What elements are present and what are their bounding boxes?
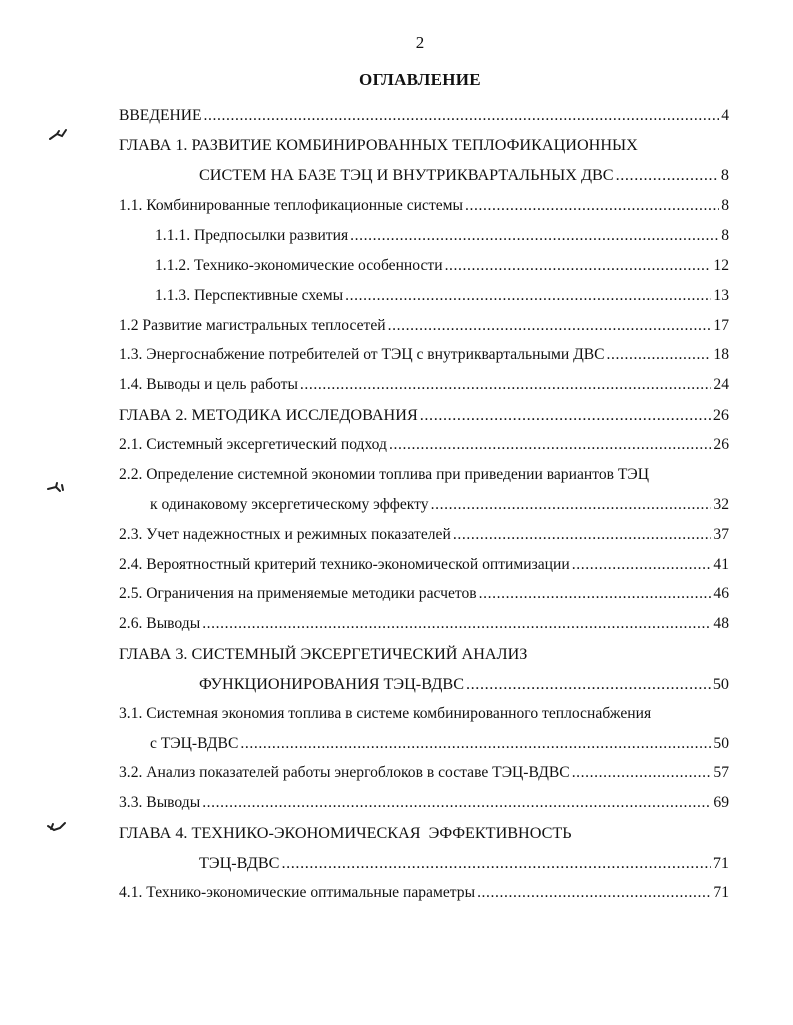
toc-entry-4-1[interactable]: 4.1. Технико-экономические оптимальные параметры ..... 71 — [119, 881, 729, 905]
toc-entry-2-2[interactable]: 2.2. Определение системной экономии топлива при приведении вариантов ТЭЦ — [119, 466, 649, 483]
toc-entry-1-1-1[interactable]: 1.1.1. Предпосылки развития ..... 8 — [155, 224, 729, 248]
toc-entry-3-1[interactable]: 3.1. Системная экономия топлива в системе комбинированного теплоснабжения — [119, 705, 652, 722]
toc-entry-chapter-3[interactable]: ГЛАВА 3. СИСТЕМНЫЙ ЭКСЕРГЕТИЧЕСКИЙ АНАЛИЗ — [119, 645, 528, 663]
toc-entry-2-6[interactable]: 2.6. Выводы ..... 48 — [119, 612, 729, 636]
toc-entry-2-2-cont[interactable]: к одинаковому эксергетическому эффекту ..... 32 — [150, 493, 729, 517]
toc-entry-1-3[interactable]: 1.3. Энергоснабжение потребителей от ТЭЦ с внутриквартальными ДВС ..... 18 — [119, 343, 729, 367]
toc-entry-chapter-1-cont[interactable]: СИСТЕМ НА БАЗЕ ТЭЦ И ВНУТРИКВАРТАЛЬНЫХ ДВС ..... 8 — [199, 163, 729, 187]
toc-entry-2-4[interactable]: 2.4. Вероятностный критерий технико-экономической оптимизации ..... 41 — [119, 553, 729, 577]
toc-entry-chapter-3-cont[interactable]: ФУНКЦИОНИРОВАНИЯ ТЭЦ-ВДВС ..... 50 — [199, 672, 729, 696]
toc-entry-1-2[interactable]: 1.2 Развитие магистральных теплосетей ..... 17 — [119, 314, 729, 338]
toc-entry-2-5[interactable]: 2.5. Ограничения на применяемые методики расчетов ..... 46 — [119, 582, 729, 606]
toc-entry-2-3[interactable]: 2.3. Учет надежностных и режимных показателей ..... 37 — [119, 523, 729, 547]
toc-entry-1-1[interactable]: 1.1. Комбинированные теплофикационные системы ..... 8 — [119, 194, 729, 218]
toc-entry-3-3[interactable]: 3.3. Выводы ..... 69 — [119, 791, 729, 815]
margin-mark-3 — [46, 820, 68, 834]
toc-entry-1-4[interactable]: 1.4. Выводы и цель работы ..... 24 — [119, 373, 729, 397]
toc-entry-1-1-2[interactable]: 1.1.2. Технико-экономические особенности ..... 12 — [155, 254, 729, 278]
toc-entry-chapter-2[interactable]: ГЛАВА 2. МЕТОДИКА ИССЛЕДОВАНИЯ ..... 26 — [119, 403, 729, 427]
toc-entry-chapter-1[interactable]: ГЛАВА 1. РАЗВИТИЕ КОМБИНИРОВАННЫХ ТЕПЛОФИКАЦИОННЫХ — [119, 136, 638, 154]
toc-entry-3-2[interactable]: 3.2. Анализ показателей работы энергоблоков в составе ТЭЦ-ВДВС ..... 57 — [119, 761, 729, 785]
toc-entry-chapter-4[interactable]: ГЛАВА 4. ТЕХНИКО-ЭКОНОМИЧЕСКАЯ ЭФФЕКТИВНОСТЬ — [119, 824, 572, 842]
toc-entry-chapter-4-cont[interactable]: ТЭЦ-ВДВС ..... 71 — [199, 851, 729, 875]
toc-entry-3-1-cont[interactable]: с ТЭЦ-ВДВС ..... 50 — [150, 732, 729, 756]
toc-entry-1-1-3[interactable]: 1.1.3. Перспективные схемы ..... 13 — [155, 284, 729, 308]
toc-entry-introduction[interactable]: ВВЕДЕНИЕ ..... 4 — [119, 104, 729, 128]
page-number: 2 — [415, 33, 425, 52]
toc-entry-2-1[interactable]: 2.1. Системный эксергетический подход ..... 26 — [119, 433, 729, 457]
toc-title: ОГЛАВЛЕНИЕ — [359, 70, 481, 89]
margin-mark-1 — [48, 128, 68, 142]
margin-mark-2 — [46, 481, 68, 495]
